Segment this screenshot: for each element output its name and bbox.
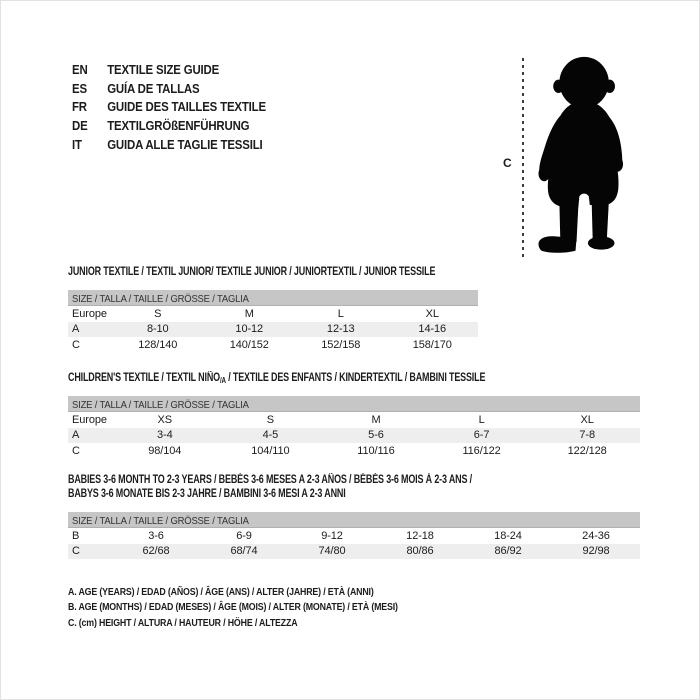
size-header-bar (68, 512, 640, 528)
legend-notes (68, 586, 398, 632)
language-row-de (72, 116, 266, 135)
language-label: TEXTILE SIZE GUIDE (107, 61, 220, 77)
size-header-label: SIZE / TALLA / TAILLE / GRÖSSE / TAGLIA (72, 399, 249, 411)
table-cell: 4-5 (262, 429, 279, 442)
table-row (68, 337, 478, 353)
table-cell: 12-13 (326, 323, 355, 336)
table-row (68, 412, 640, 428)
language-label: GUIDA ALLE TAGLIE TESSILI (107, 136, 263, 152)
table-cell: 9-12 (321, 529, 343, 542)
table-cell: 12-18 (406, 529, 434, 542)
table-cell: XL (425, 307, 439, 320)
junior-size-table (68, 290, 478, 353)
table-row (68, 443, 640, 459)
row-label: B (72, 529, 80, 542)
babies-size-table (68, 512, 640, 559)
table-cell: L (337, 307, 344, 320)
language-row-es (72, 79, 266, 98)
table-cell: 6-9 (236, 529, 252, 542)
size-header-bar (68, 290, 478, 306)
row-label: C (72, 545, 80, 558)
size-header-label: SIZE / TALLA / TAILLE / GRÖSSE / TAGLIA (72, 293, 249, 305)
table-cell: 140/152 (229, 338, 269, 351)
children-section-title (68, 371, 485, 388)
table-row (68, 528, 640, 544)
toddler-silhouette-image (529, 55, 643, 261)
table-cell: 104/110 (251, 444, 290, 457)
table-cell: 10-12 (235, 323, 264, 336)
table-cell: M (244, 307, 254, 320)
height-measure-label: C (503, 156, 512, 170)
table-cell: S (154, 307, 162, 320)
table-cell: 62/68 (142, 545, 170, 558)
children-title-post: / TEXTILE DES ENFANTS / KINDERTEXTIL / BAMBINI TESSILE (225, 372, 486, 384)
table-row (68, 544, 640, 560)
table-cell: M (371, 413, 381, 426)
table-cell: 5-6 (368, 429, 384, 442)
table-cell: 158/170 (412, 338, 452, 351)
table-row (68, 306, 478, 322)
table-cell: L (478, 413, 485, 426)
language-row-en (72, 60, 266, 79)
language-code: DE (72, 117, 88, 133)
language-row-fr (72, 97, 266, 116)
table-cell: 92/98 (582, 545, 610, 558)
table-cell: 3-4 (156, 429, 173, 442)
language-code: EN (72, 61, 88, 77)
table-cell: 24-36 (582, 529, 610, 542)
children-size-table (68, 396, 640, 459)
table-cell: 80/86 (406, 545, 434, 558)
note-age-years: A. AGE (YEARS) / EDAD (AÑOS) / ÂGE (ANS) / ALTER (JAHRE) / ETÀ (ANNI) (68, 586, 374, 598)
babies-title-line1: BABIES 3-6 MONTH TO 2-3 YEARS / BEBÉS 3-6 MESES A 2-3 AÑOS / BÉBÉS 3-6 MOIS À 2-3 ANS / (68, 474, 472, 486)
row-label: C (72, 338, 80, 351)
language-label: GUIDE DES TAILLES TEXTILE (107, 99, 266, 115)
table-cell: 116/122 (462, 444, 501, 457)
row-label: A (72, 323, 80, 336)
row-label: Europe (72, 307, 107, 320)
babies-section-title (68, 473, 472, 501)
table-cell: 74/80 (318, 545, 346, 558)
note-height-cm: C. (cm) HEIGHT / ALTURA / HAUTEUR / HÖHE / ALTEZZA (68, 616, 298, 629)
table-cell: S (266, 413, 275, 426)
table-cell: 6-7 (473, 429, 490, 442)
language-row-it (72, 135, 266, 154)
children-title-pre: CHILDREN'S TEXTILE / TEXTIL NIÑO (68, 372, 220, 384)
table-cell: 128/140 (138, 338, 178, 351)
note-age-months: B. AGE (MONTHS) / EDAD (MESES) / ÂGE (MOIS) / ALTER (MONATE) / ETÀ (MESI) (68, 601, 398, 614)
size-header-bar (68, 396, 640, 412)
table-cell: 14-16 (418, 323, 447, 336)
language-code: FR (72, 99, 87, 115)
language-list (72, 60, 266, 153)
table-cell: 8-10 (146, 323, 169, 336)
table-cell: XS (157, 413, 173, 426)
junior-section-title: JUNIOR TEXTILE / TEXTIL JUNIOR/ TEXTILE JUNIOR / JUNIORTEXTIL / JUNIOR TESSILE (68, 266, 436, 278)
table-row (68, 322, 478, 338)
table-cell: 152/158 (321, 338, 361, 351)
row-label: Europe (72, 413, 107, 426)
language-code: IT (72, 136, 82, 152)
row-label: C (72, 444, 80, 457)
language-code: ES (72, 80, 87, 96)
babies-title-line2: BABYS 3-6 MONATE BIS 2-3 JAHRE / BAMBINI 3-6 MESI A 2-3 ANNI (68, 488, 346, 500)
language-label: GUÍA DE TALLAS (107, 80, 200, 96)
table-cell: 98/104 (148, 444, 182, 457)
table-cell: 110/116 (357, 444, 395, 457)
table-cell: 18-24 (494, 529, 522, 542)
table-cell: XL (580, 413, 594, 426)
language-label: TEXTILGRÖßENFÜHRUNG (107, 117, 250, 133)
table-cell: 68/74 (230, 545, 258, 558)
height-measure-dashed-line (522, 58, 524, 260)
size-header-label: SIZE / TALLA / TAILLE / GRÖSSE / TAGLIA (72, 515, 249, 527)
table-cell: 7-8 (579, 429, 595, 442)
table-cell: 86/92 (494, 545, 522, 558)
children-title-sub: /A (219, 376, 226, 385)
table-row (68, 428, 640, 444)
table-cell: 122/128 (567, 444, 607, 457)
row-label: A (72, 429, 80, 442)
table-cell: 3-6 (148, 529, 164, 542)
